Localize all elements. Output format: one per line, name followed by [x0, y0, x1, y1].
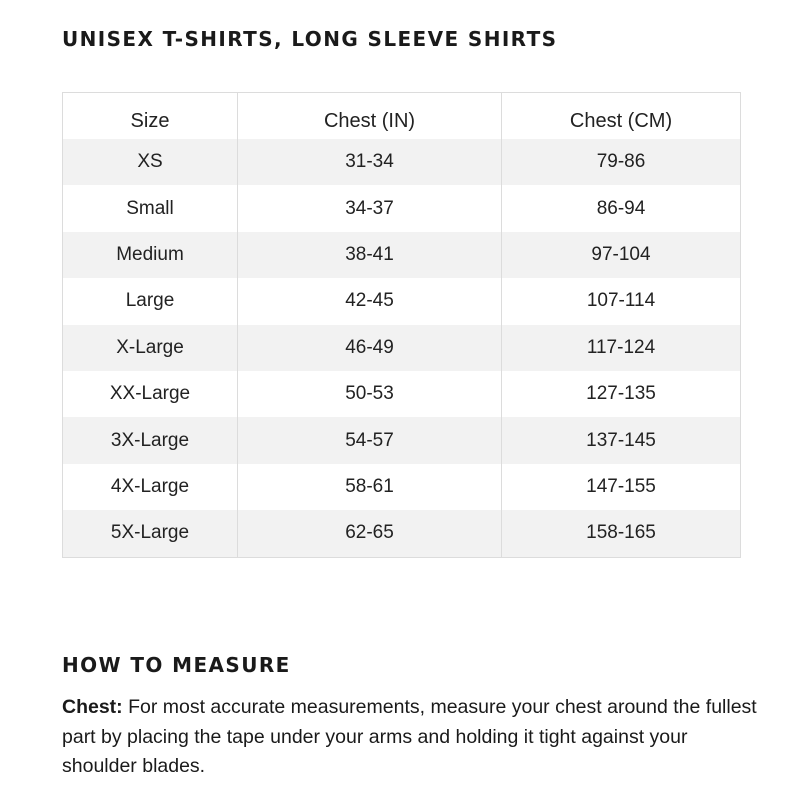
size-chart-table	[62, 92, 741, 558]
chest-in-cell: 42-45	[238, 278, 502, 324]
size-cell: Medium	[63, 232, 238, 278]
chest-instruction-text: For most accurate measurements, measure your chest around the fullest part by placing the tape under your arms and holding it tight against your shoulder blades.	[62, 696, 757, 777]
size-cell: 5X-Large	[63, 510, 238, 557]
page-title: UNISEX T-SHIRTS, LONG SLEEVE SHIRTS	[62, 27, 558, 51]
table-row	[63, 325, 741, 371]
table-row	[63, 139, 741, 185]
size-cell: X-Large	[63, 325, 238, 371]
chest-in-cell: 58-61	[238, 464, 502, 510]
header-size: Size	[63, 93, 238, 140]
how-to-measure-heading: HOW TO MEASURE	[62, 653, 291, 677]
header-chest-cm: Chest (CM)	[502, 93, 741, 140]
chest-in-cell: 46-49	[238, 325, 502, 371]
chest-cm-cell: 137-145	[502, 417, 741, 463]
chest-cm-cell: 117-124	[502, 325, 741, 371]
chest-in-cell: 62-65	[238, 510, 502, 557]
chest-in-cell: 50-53	[238, 371, 502, 417]
chest-cm-cell: 158-165	[502, 510, 741, 557]
chest-label: Chest:	[62, 696, 123, 718]
table-row	[63, 278, 741, 324]
table-row	[63, 232, 741, 278]
chest-cm-cell: 79-86	[502, 139, 741, 185]
chest-in-cell: 34-37	[238, 185, 502, 231]
chest-in-cell: 54-57	[238, 417, 502, 463]
table-row	[63, 371, 741, 417]
header-chest-in: Chest (IN)	[238, 93, 502, 140]
chest-in-cell: 31-34	[238, 139, 502, 185]
table-row	[63, 185, 741, 231]
size-cell: XS	[63, 139, 238, 185]
chest-cm-cell: 127-135	[502, 371, 741, 417]
size-cell: Large	[63, 278, 238, 324]
size-cell: 3X-Large	[63, 417, 238, 463]
chest-cm-cell: 107-114	[502, 278, 741, 324]
table-row	[63, 464, 741, 510]
size-cell: Small	[63, 185, 238, 231]
chest-cm-cell: 147-155	[502, 464, 741, 510]
table-row	[63, 417, 741, 463]
measure-instructions	[62, 693, 762, 782]
chest-cm-cell: 97-104	[502, 232, 741, 278]
size-cell: XX-Large	[63, 371, 238, 417]
chest-in-cell: 38-41	[238, 232, 502, 278]
size-cell: 4X-Large	[63, 464, 238, 510]
table-row	[63, 510, 741, 557]
table-header-row	[63, 93, 741, 140]
chest-cm-cell: 86-94	[502, 185, 741, 231]
